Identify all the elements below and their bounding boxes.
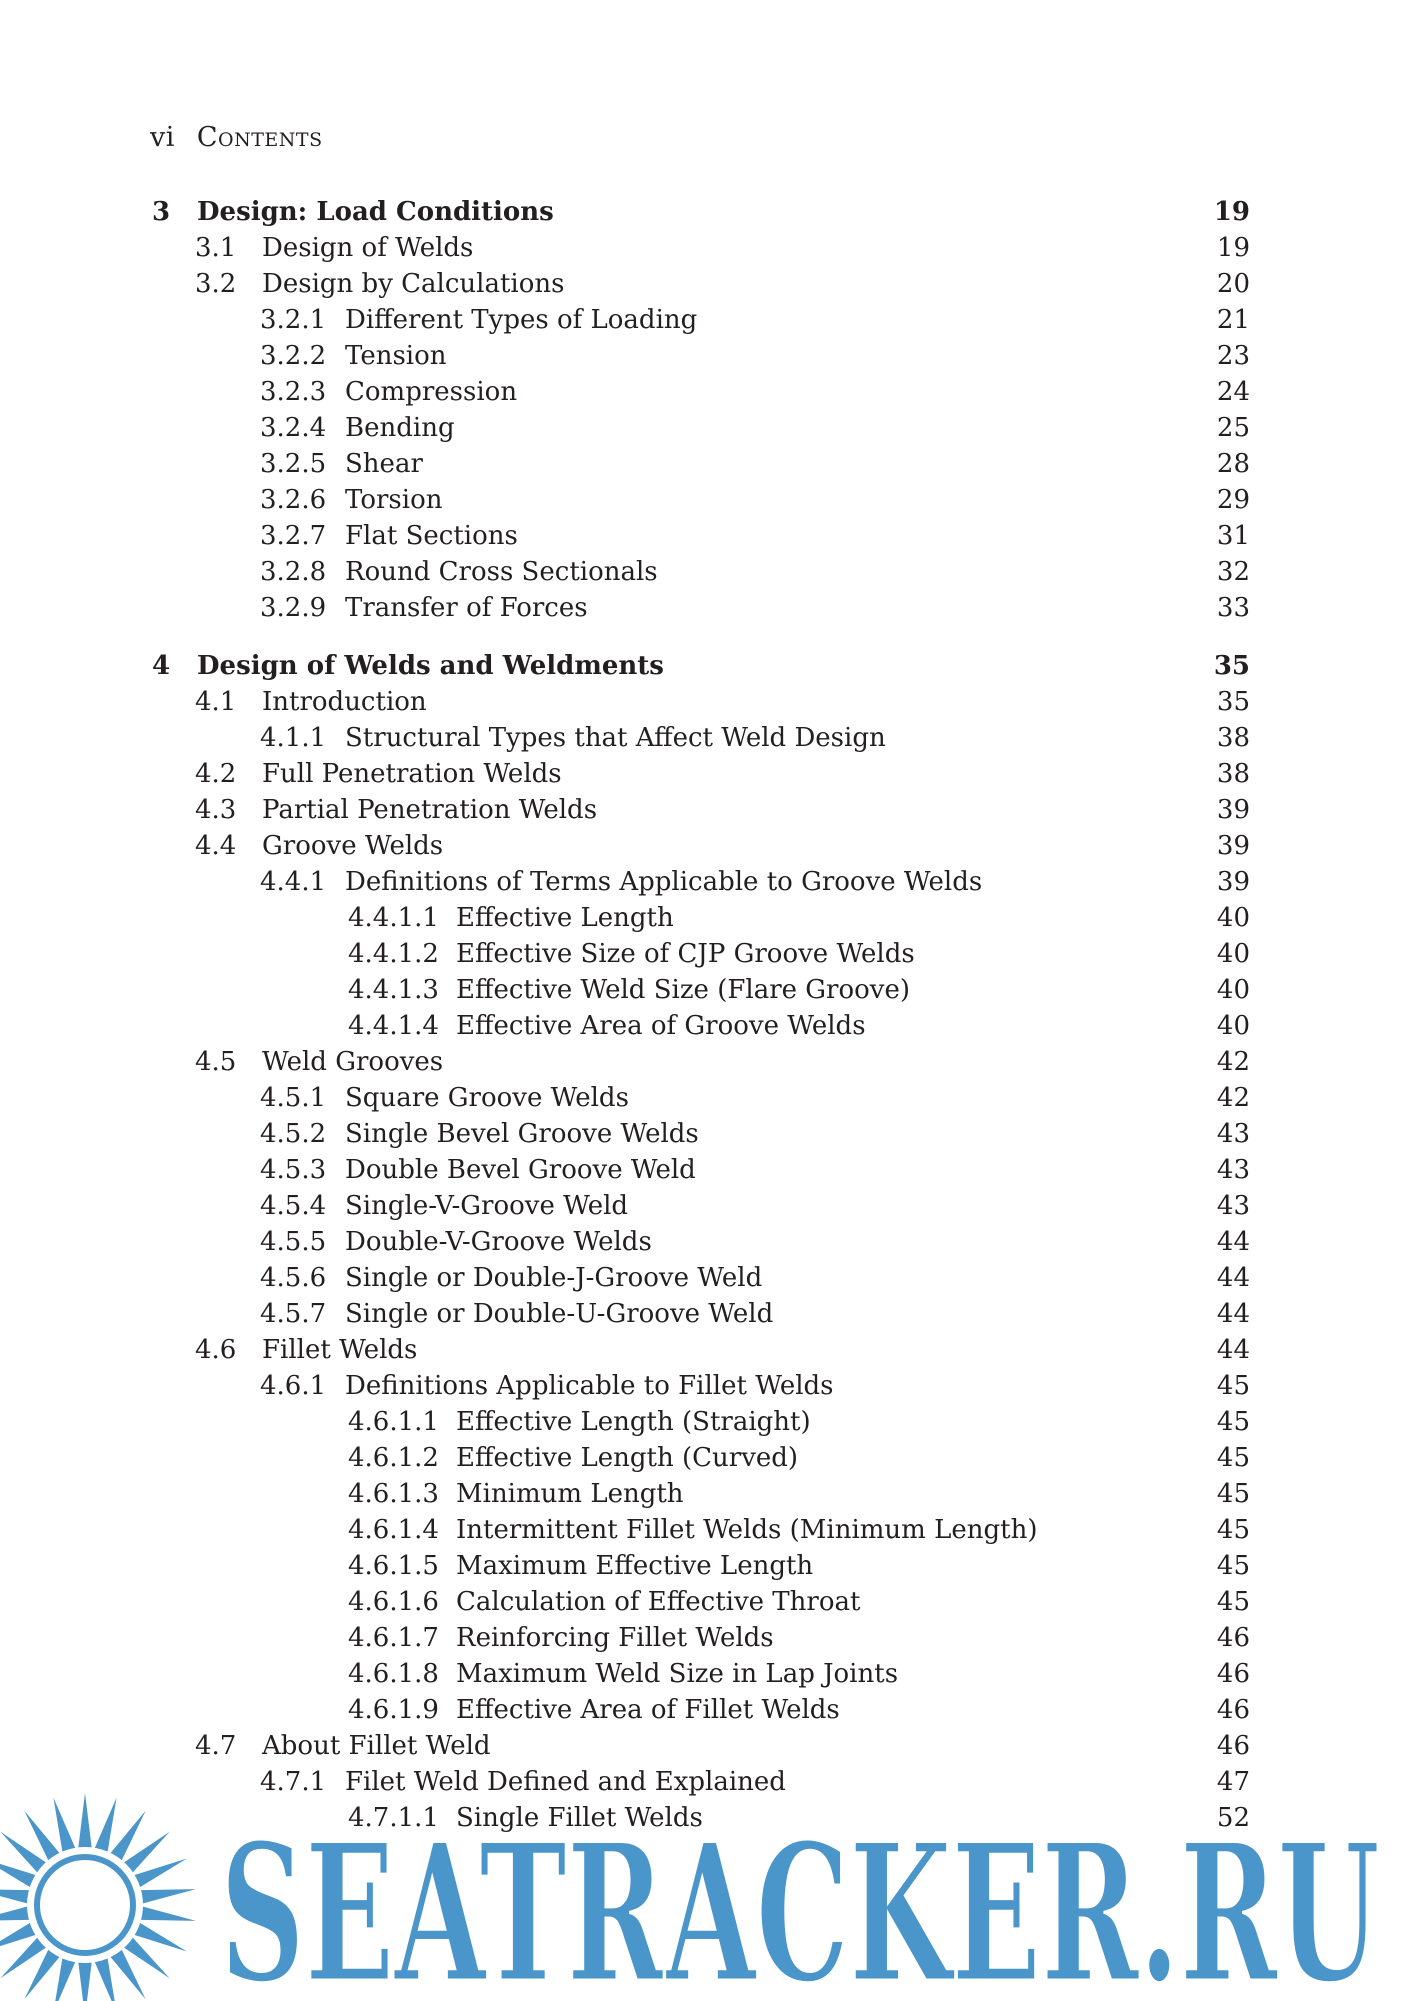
toc-entry: [0, 1188, 1402, 1224]
toc-num: 4.6.1.3: [348, 1479, 439, 1509]
toc-page: 46: [1216, 1659, 1250, 1689]
toc-entry: [0, 1620, 1402, 1656]
toc-title: Introduction: [262, 687, 427, 717]
toc-entry: [0, 1404, 1402, 1440]
toc-page: 35: [1216, 687, 1250, 717]
toc-title: Single or Double-J-Groove Weld: [345, 1263, 763, 1293]
toc-page: 40: [1216, 975, 1250, 1005]
toc-entry: [0, 1368, 1402, 1404]
toc-entry: [0, 1656, 1402, 1692]
toc-page: 23: [1216, 341, 1250, 371]
toc-num: 3.2.7: [260, 521, 327, 551]
toc-title: Partial Penetration Welds: [262, 795, 598, 825]
toc-page: 46: [1216, 1731, 1250, 1761]
toc-page: 43: [1216, 1119, 1250, 1149]
toc-page: 39: [1216, 831, 1250, 861]
toc-title: Effective Area of Fillet Welds: [456, 1695, 840, 1725]
toc-num: 4.1: [195, 687, 237, 717]
toc-entry: [0, 1260, 1402, 1296]
toc-num: 4.4.1.1: [348, 903, 439, 933]
toc-num: 3: [152, 197, 171, 227]
toc-page: 44: [1216, 1335, 1250, 1365]
toc-title: Minimum Length: [456, 1479, 684, 1509]
toc-entry: [0, 554, 1402, 590]
toc-title: Calculation of Effective Throat: [456, 1587, 861, 1617]
toc-page: 33: [1216, 593, 1250, 623]
toc-entry: [0, 1116, 1402, 1152]
toc-num: 3.2.6: [260, 485, 327, 515]
toc-page: 42: [1216, 1047, 1250, 1077]
toc-title: Design of Welds: [262, 233, 474, 263]
toc-page: 45: [1216, 1587, 1250, 1617]
toc-entry: [0, 1440, 1402, 1476]
toc-entry: [0, 792, 1402, 828]
toc-title: Double-V-Groove Welds: [345, 1227, 652, 1257]
toc-num: 4.4.1: [260, 867, 327, 897]
toc-title: Design of Welds and Weldments: [197, 651, 664, 681]
toc-page: 46: [1216, 1623, 1250, 1653]
toc-title: Single Bevel Groove Welds: [345, 1119, 699, 1149]
toc-entry: [0, 518, 1402, 554]
toc-title: Double Bevel Groove Weld: [345, 1155, 696, 1185]
toc-num: 4.5.3: [260, 1155, 327, 1185]
toc-num: 4.6.1.5: [348, 1551, 439, 1581]
toc-num: 4.7.1: [260, 1767, 327, 1797]
toc-entry: [0, 1296, 1402, 1332]
toc-num: 4.6.1.9: [348, 1695, 439, 1725]
toc-num: 3.2.8: [260, 557, 327, 587]
toc-num: 4.5: [195, 1047, 237, 1077]
toc-num: 4.6.1.2: [348, 1443, 439, 1473]
toc-title: Bending: [345, 413, 455, 443]
toc-title: Definitions of Terms Applicable to Groove Welds: [345, 867, 983, 897]
toc-num: 3.2.9: [260, 593, 327, 623]
toc-page: 52: [1216, 1803, 1250, 1833]
toc-entry: [0, 1692, 1402, 1728]
toc-page: 43: [1216, 1155, 1250, 1185]
toc-page: 20: [1216, 269, 1250, 299]
toc-num: 4.5.1: [260, 1083, 327, 1113]
toc-entry: [0, 900, 1402, 936]
toc-num: 4.6.1.1: [348, 1407, 439, 1437]
toc-page: 40: [1216, 903, 1250, 933]
toc-entry: [0, 482, 1402, 518]
toc-num: 4.5.4: [260, 1191, 327, 1221]
watermark-graphic: [0, 1790, 1402, 2001]
toc-title: Effective Length: [456, 903, 674, 933]
toc-title: Maximum Weld Size in Lap Joints: [456, 1659, 899, 1689]
toc-title: Effective Weld Size (Flare Groove): [456, 975, 910, 1005]
running-head: Contents: [196, 122, 323, 153]
toc-entry: [0, 1512, 1402, 1548]
toc-title: Design: Load Conditions: [197, 197, 554, 227]
toc-entry: [0, 936, 1402, 972]
toc-num: 4: [152, 651, 171, 681]
toc-page: 44: [1216, 1263, 1250, 1293]
toc-entry: [0, 1584, 1402, 1620]
toc-page: 19: [1213, 197, 1250, 227]
folio: vi: [150, 122, 175, 153]
toc-page: 35: [1213, 651, 1250, 681]
toc-title: Maximum Effective Length: [456, 1551, 814, 1581]
toc-num: 4.5.2: [260, 1119, 327, 1149]
toc-page: 44: [1216, 1299, 1250, 1329]
toc-title: Single Fillet Welds: [456, 1803, 703, 1833]
toc-page: 32: [1216, 557, 1250, 587]
toc-page: 45: [1216, 1479, 1250, 1509]
toc-entry: [0, 1224, 1402, 1260]
toc-title: Effective Length (Straight): [456, 1407, 811, 1437]
toc-entry: [0, 972, 1402, 1008]
toc-title: Fillet Welds: [262, 1335, 418, 1365]
toc-page: 43: [1216, 1191, 1250, 1221]
toc-num: 3.1: [195, 233, 237, 263]
toc-page: 47: [1216, 1767, 1250, 1797]
toc-num: 4.6: [195, 1335, 237, 1365]
toc-num: 4.1.1: [260, 723, 327, 753]
toc-page: 45: [1216, 1515, 1250, 1545]
toc-page: 44: [1216, 1227, 1250, 1257]
toc-num: 4.5.7: [260, 1299, 327, 1329]
toc-title: Full Penetration Welds: [262, 759, 562, 789]
toc-entry: [0, 446, 1402, 482]
watermark-text: SEATRACKER.RU: [220, 1802, 1380, 2001]
sun-disc: [27, 1847, 143, 1963]
toc-page: 46: [1216, 1695, 1250, 1725]
toc-title: Effective Area of Groove Welds: [456, 1011, 866, 1041]
toc-page: 29: [1216, 485, 1250, 515]
toc-num: 4.2: [195, 759, 237, 789]
toc-title: Flat Sections: [345, 521, 518, 551]
toc-entry: [0, 1548, 1402, 1584]
toc-title: Different Types of Loading: [345, 305, 698, 335]
toc-title: Definitions Applicable to Fillet Welds: [345, 1371, 834, 1401]
toc-entry: [0, 756, 1402, 792]
toc-chapter: [0, 648, 1402, 684]
toc-entry: [0, 684, 1402, 720]
toc-title: Square Groove Welds: [345, 1083, 629, 1113]
toc-entry: [0, 1008, 1402, 1044]
toc-entry: [0, 1728, 1402, 1764]
toc-page: 42: [1216, 1083, 1250, 1113]
toc-title: Compression: [345, 377, 518, 407]
page-header: [150, 122, 323, 153]
toc-num: 4.4.1.2: [348, 939, 439, 969]
toc-num: 4.6.1.7: [348, 1623, 439, 1653]
toc-title: Tension: [345, 341, 447, 371]
toc-page: 40: [1216, 939, 1250, 969]
toc-title: Transfer of Forces: [345, 593, 588, 623]
toc-entry: [0, 302, 1402, 338]
toc-title: Reinforcing Fillet Welds: [456, 1623, 774, 1653]
toc-num: 3.2.4: [260, 413, 327, 443]
toc-page: 38: [1216, 759, 1250, 789]
sun-icon: [0, 1793, 196, 2001]
toc-entry: [0, 1332, 1402, 1368]
toc-page: 24: [1216, 377, 1250, 407]
toc-entry: [0, 720, 1402, 756]
watermark-logo: [0, 1790, 1402, 2001]
toc-num: 4.6.1.6: [348, 1587, 439, 1617]
toc-page: 39: [1216, 867, 1250, 897]
toc-title: Single or Double-U-Groove Weld: [345, 1299, 774, 1329]
toc-page: 45: [1216, 1371, 1250, 1401]
toc-title: Weld Grooves: [262, 1047, 444, 1077]
toc-title: About Fillet Weld: [262, 1731, 491, 1761]
toc-num: 4.7.1.1: [348, 1803, 439, 1833]
toc-title: Filet Weld Defined and Explained: [345, 1767, 786, 1797]
toc-entry: [0, 828, 1402, 864]
toc-title: Intermittent Fillet Welds (Minimum Length): [456, 1515, 1038, 1545]
toc-num: 3.2.2: [260, 341, 327, 371]
toc-entry: [0, 338, 1402, 374]
toc-entry: [0, 1044, 1402, 1080]
toc-page: 40: [1216, 1011, 1250, 1041]
toc-num: 3.2.5: [260, 449, 327, 479]
toc-num: 4.6.1.4: [348, 1515, 439, 1545]
toc-title: Single-V-Groove Weld: [345, 1191, 629, 1221]
toc-title: Torsion: [345, 485, 443, 515]
toc-entry: [0, 590, 1402, 626]
toc-title: Shear: [345, 449, 423, 479]
toc-num: 4.6.1.8: [348, 1659, 439, 1689]
toc-num: 3.2.1: [260, 305, 327, 335]
toc-chapter: [0, 194, 1402, 230]
toc-title: Groove Welds: [262, 831, 444, 861]
toc-entry: [0, 1080, 1402, 1116]
toc-entry: [0, 266, 1402, 302]
toc-page: 45: [1216, 1407, 1250, 1437]
toc-num: 3.2.3: [260, 377, 327, 407]
toc-entry: [0, 410, 1402, 446]
toc-entry: [0, 1476, 1402, 1512]
toc-entry: [0, 374, 1402, 410]
toc-page: 39: [1216, 795, 1250, 825]
toc-num: 4.4.1.3: [348, 975, 439, 1005]
toc-num: 4.7: [195, 1731, 237, 1761]
toc-num: 3.2: [195, 269, 237, 299]
toc-num: 4.6.1: [260, 1371, 327, 1401]
toc-title: Round Cross Sectionals: [345, 557, 658, 587]
toc-page: 45: [1216, 1551, 1250, 1581]
toc-page: 21: [1216, 305, 1250, 335]
toc-title: Effective Length (Curved): [456, 1443, 799, 1473]
toc-num: 4.5.6: [260, 1263, 327, 1293]
toc-entry: [0, 1152, 1402, 1188]
toc-entry: [0, 864, 1402, 900]
toc-page: 45: [1216, 1443, 1250, 1473]
toc-page: 28: [1216, 449, 1250, 479]
toc-num: 4.3: [195, 795, 237, 825]
toc-num: 4.5.5: [260, 1227, 327, 1257]
toc-num: 4.4.1.4: [348, 1011, 439, 1041]
toc-page: 38: [1216, 723, 1250, 753]
toc-title: Design by Calculations: [262, 269, 565, 299]
toc-page: 31: [1216, 521, 1250, 551]
toc-page: 25: [1216, 413, 1250, 443]
toc-entry: [0, 230, 1402, 266]
toc-num: 4.4: [195, 831, 237, 861]
toc-title: Structural Types that Affect Weld Design: [345, 723, 886, 753]
toc-page: 19: [1216, 233, 1250, 263]
toc-title: Effective Size of CJP Groove Welds: [456, 939, 915, 969]
